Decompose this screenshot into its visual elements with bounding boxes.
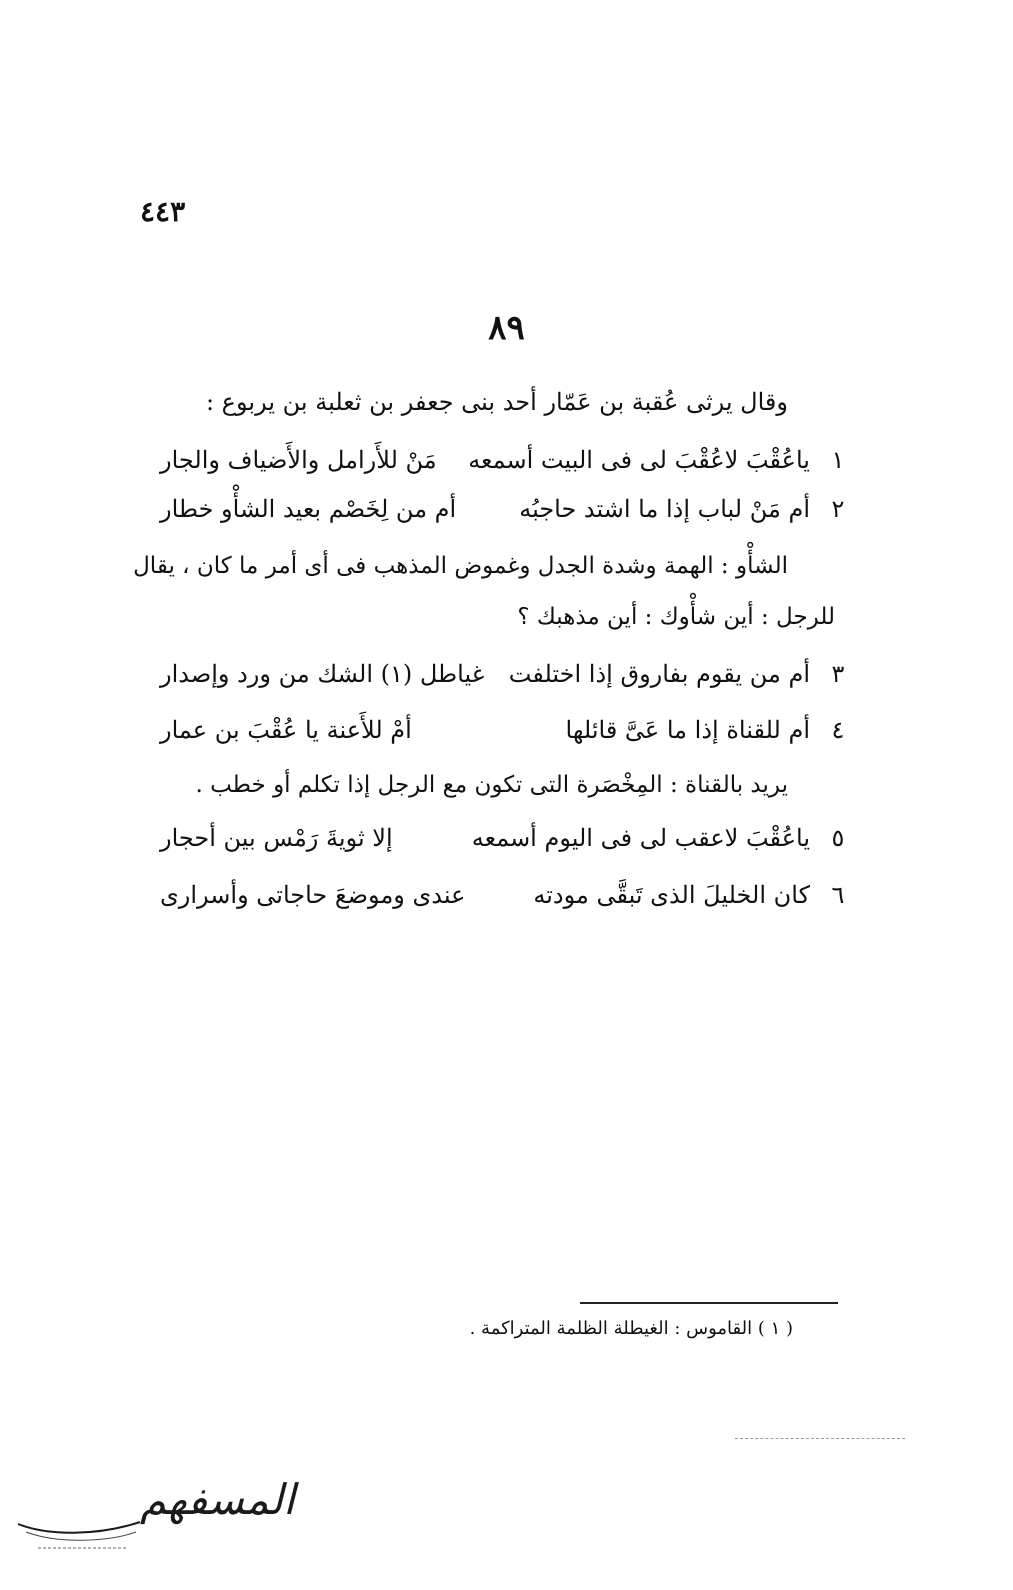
verse-number: ٤ (831, 716, 845, 744)
calligraphic-logo-icon (8, 1462, 295, 1562)
verse-number: ٣ (831, 660, 845, 688)
svg-text:المسفهم: المسفهم (140, 1475, 295, 1524)
verse-5 (160, 824, 850, 864)
verse-first-hemistich: أم مَنْ لباب إذا ما اشتد حاجبُه (519, 495, 810, 523)
poem-intro: وقال يرثى عُقبة بن عَمّار أحد بنى جعفر بن ثعلبة بن يربوع : (205, 388, 788, 416)
verse-1 (160, 446, 850, 486)
verse-first-hemistich: أم للقناة إذا ما عَىَّ قائلها (565, 716, 810, 744)
verse-second-hemistich: غياطل (١) الشك من ورد وإصدار (160, 660, 485, 688)
verse-second-hemistich: إلا ثويةَ رَمْس بين أحجار (160, 824, 393, 852)
verse-first-hemistich: أم من يقوم بفاروق إذا اختلفت (508, 660, 810, 688)
verse-6 (160, 881, 850, 921)
verse-second-hemistich: أمْ للأَعنة يا عُقْبَ بن عمار (160, 716, 412, 744)
verse-first-hemistich: كان الخليلَ الذى تَبقَّى مودته (533, 881, 810, 909)
verse-second-hemistich: عندى وموضعَ حاجاتى وأسرارى (160, 881, 466, 909)
verse-4 (160, 716, 850, 756)
gloss-line: يريد بالقناة : المِخْصَرة التى تكون مع الرجل إذا تكلم أو خطب . (195, 772, 788, 798)
verse-number: ٢ (831, 495, 845, 523)
verse-number: ٦ (831, 881, 845, 909)
footnote-separator (580, 1302, 838, 1304)
verse-number: ٥ (831, 824, 845, 852)
poem-number: ٨٩ (488, 308, 525, 348)
verse-2 (160, 495, 850, 535)
footnote: ( ١ ) القاموس : الغيطلة الظلمة المتراكمة . (469, 1318, 793, 1339)
gloss-line: للرجل : أين شأْوك : أين مذهبك ؟ (517, 604, 835, 630)
page-number: ٤٤٣ (140, 195, 186, 228)
verse-second-hemistich: مَنْ للأَرامل والأَضياف والجار (160, 446, 437, 474)
scan-artifact-line (735, 1438, 905, 1439)
verse-3 (160, 660, 850, 700)
verse-number: ١ (831, 446, 845, 474)
verse-second-hemistich: أم من لِخَصْم بعيد الشأْو خطار (160, 495, 457, 523)
gloss-line: الشأْو : الهمة وشدة الجدل وغموض المذهب فى أى أمر ما كان ، يقال (133, 553, 788, 579)
verse-first-hemistich: ياعُقْبَ لاعقب لى فى اليوم أسمعه (471, 824, 810, 852)
verse-first-hemistich: ياعُقْبَ لاعُقْبَ لى فى البيت أسمعه (468, 446, 810, 474)
